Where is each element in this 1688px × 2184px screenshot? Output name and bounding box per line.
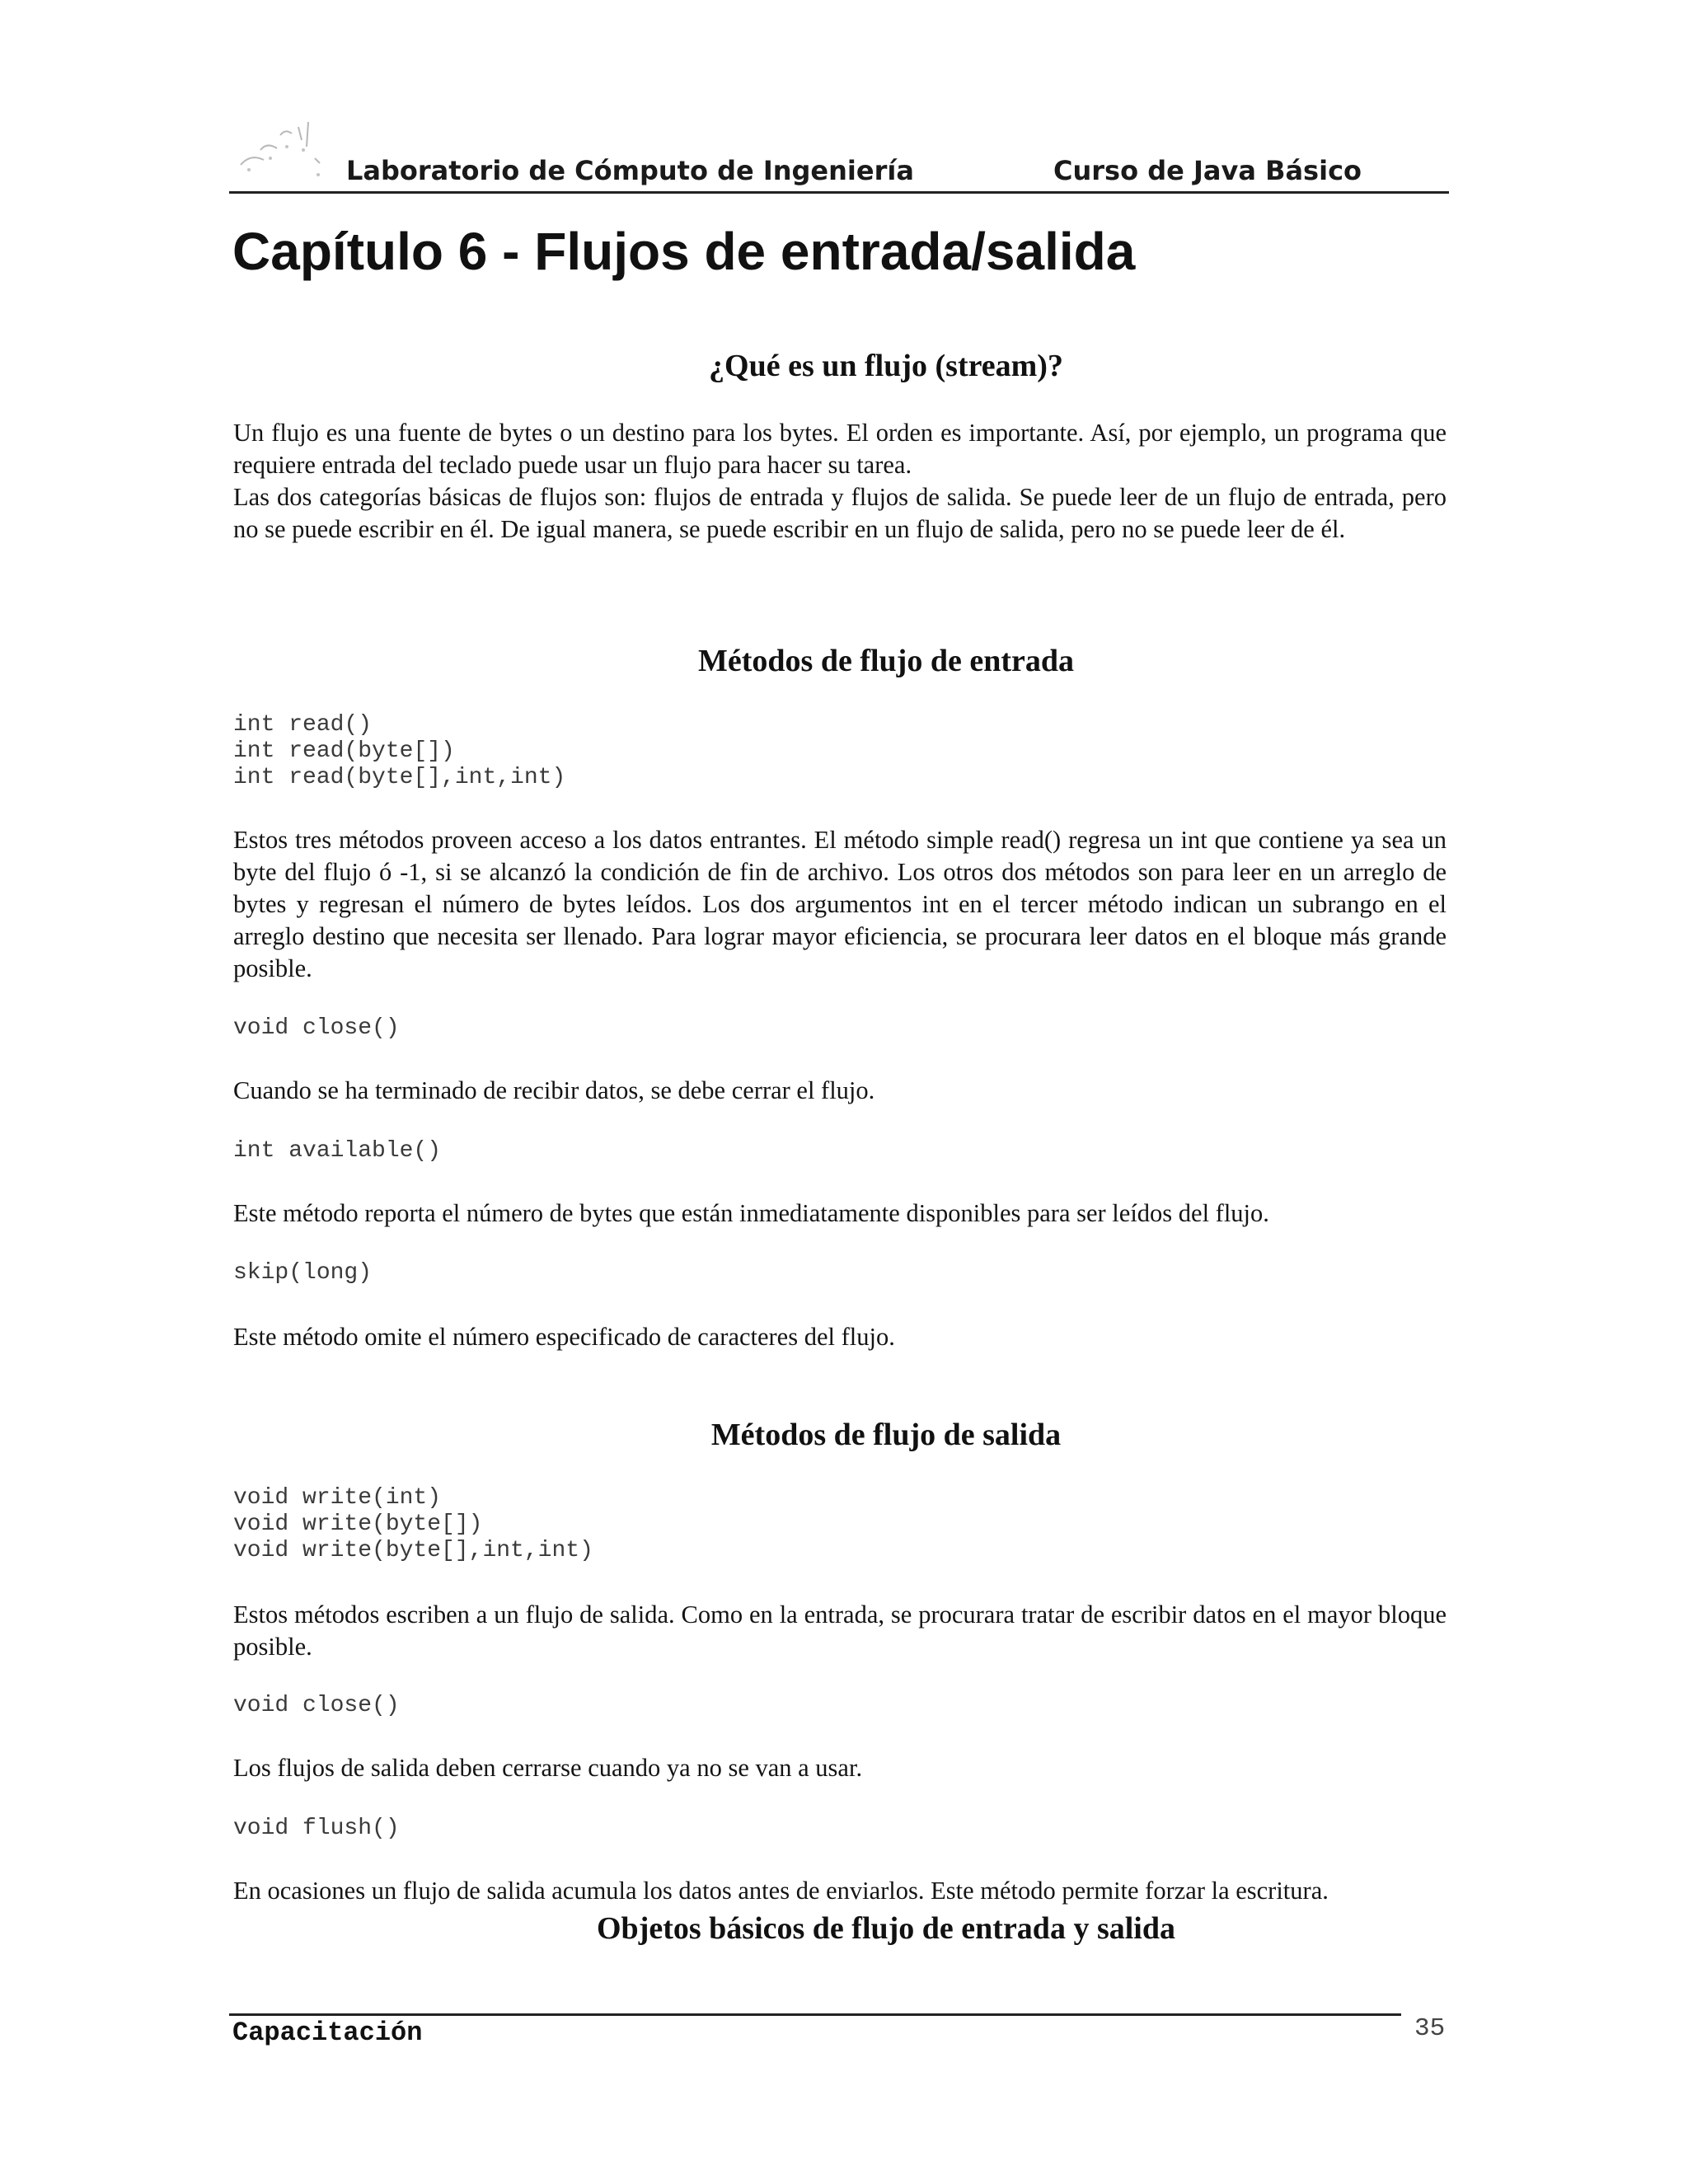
code-block-write-methods — [233, 1485, 593, 1564]
paragraph-close-output: Los flujos de salida deben cerrarse cuando ya no se van a usar. — [233, 1754, 863, 1782]
paragraph-flush: En ocasiones un flujo de salida acumula los datos antes de enviarlos. Este método permite forzar la escritura. — [233, 1877, 1329, 1905]
page-number: 35 — [1414, 2014, 1446, 2043]
code-close-input: void close() — [233, 1015, 400, 1041]
header-course-name: Curso de Java Básico — [1053, 155, 1362, 186]
header-lab-name: Laboratorio de Cómputo de Ingeniería — [346, 155, 914, 186]
paragraph-stream-definition: Un flujo es una fuente de bytes o un destino para los bytes. El orden es importante. Así, por ejemplo, un programa que requiere entrada del teclado puede usar un flujo para hacer su tarea. — [233, 419, 1447, 479]
code-close-output: void close() — [233, 1693, 400, 1718]
code-line: int read(byte[],int,int) — [233, 765, 566, 790]
section-heading-output-methods: Métodos de flujo de salida — [710, 1418, 1062, 1452]
paragraph-available: Este método reporta el número de bytes que están inmediatamente disponibles para ser leídos del flujo. — [233, 1199, 1269, 1227]
code-block-read-methods — [233, 712, 565, 791]
section-heading-input-methods: Métodos de flujo de entrada — [698, 644, 1074, 678]
code-line: void write(byte[],int,int) — [233, 1538, 593, 1563]
paragraph-close-input: Cuando se ha terminado de recibir datos, se debe cerrar el flujo. — [233, 1076, 875, 1104]
code-line: void write(byte[]) — [233, 1511, 483, 1537]
paragraph-read-methods: Estos tres métodos proveen acceso a los datos entrantes. El método simple read() regresa un int que contiene ya sea un byte del flujo ó -1, si se alcanzó la condición de fin de archivo. Los otros dos métodos son para leer en un arreglo de bytes y regresan el número de bytes leídos. Los dos argumentos int en el tercer método indican un subrango en el arreglo destino que necesita ser llenado. Para lograr mayor eficiencia, se procurara leer datos en el bloque más grande posible. — [233, 826, 1447, 982]
section-heading-stream: ¿Qué es un flujo (stream)? — [709, 349, 1063, 383]
chapter-title: Capítulo 6 - Flujos de entrada/salida — [232, 222, 1136, 281]
code-available: int available() — [233, 1138, 442, 1164]
footer-divider — [229, 2013, 1401, 2016]
code-skip: skip(long) — [233, 1260, 373, 1286]
code-line: void write(int) — [233, 1485, 442, 1511]
code-flush: void flush() — [233, 1816, 400, 1841]
paragraph-stream-categories: Las dos categorías básicas de flujos son: flujos de entrada y flujos de salida. Se puede leer de un flujo de entrada, pero no se puede escribir en él. De igual manera, se puede escribir en un flujo de salida, pero no se puede leer de él. — [233, 483, 1447, 543]
paragraph-skip: Este método omite el número especificado de caracteres del flujo. — [233, 1323, 895, 1351]
paragraph-write-methods: Estos métodos escriben a un flujo de salida. Como en la entrada, se procurara tratar de escribir datos en el mayor bloque posible. — [233, 1601, 1447, 1661]
lab-logo — [232, 117, 338, 181]
code-line: int read(byte[]) — [233, 738, 455, 764]
header-divider — [229, 191, 1449, 194]
section-heading-basic-objects: Objetos básicos de flujo de entrada y salida — [597, 1911, 1175, 1946]
code-line: int read() — [233, 712, 373, 738]
footer-label: Capacitación — [232, 2018, 423, 2048]
